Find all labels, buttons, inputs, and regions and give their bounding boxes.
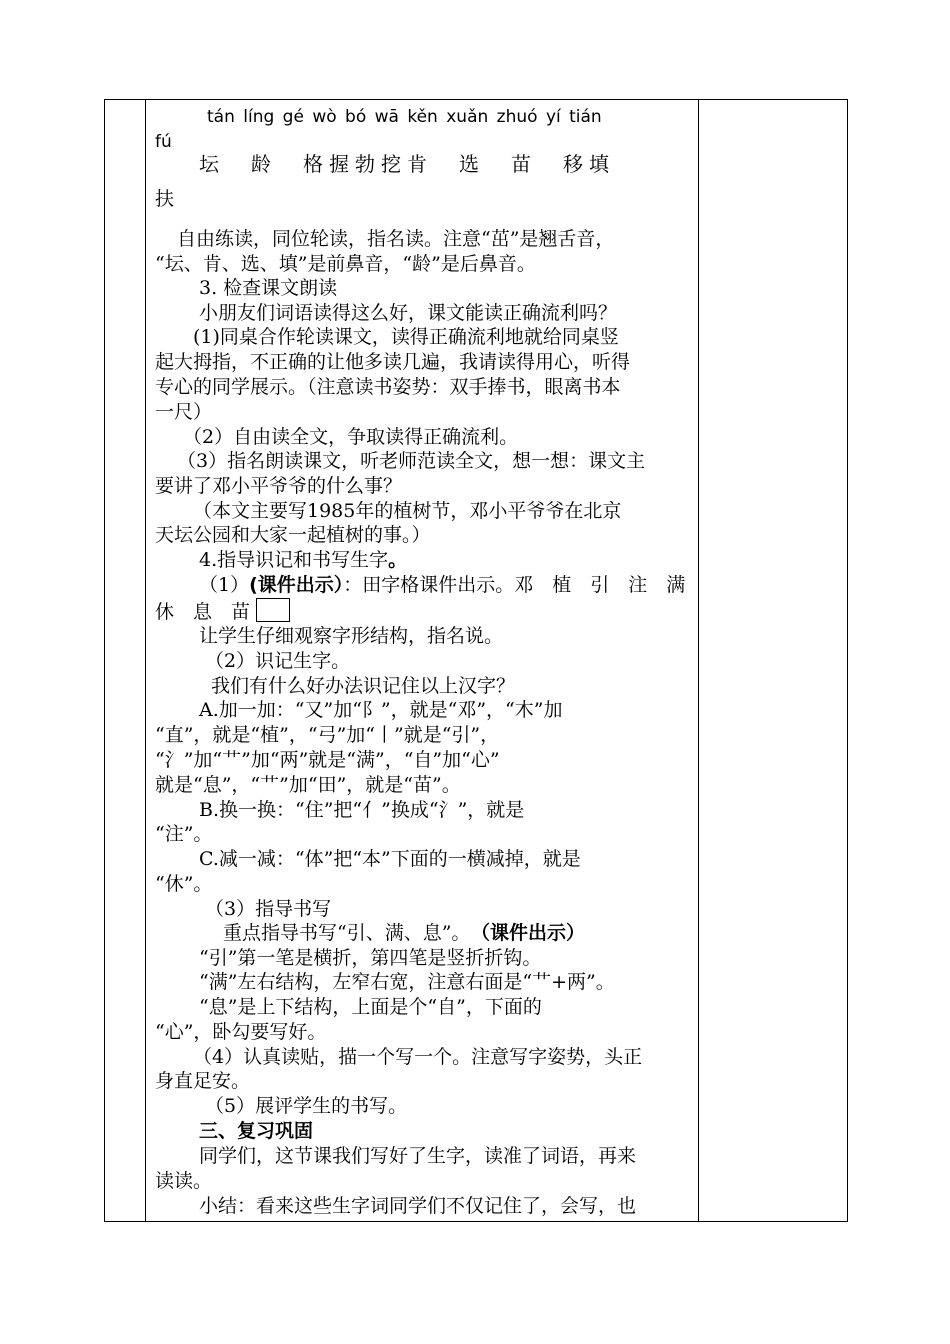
section-4-step1-number: （1） — [199, 574, 250, 596]
courseware-label-2: （课件出示） — [480, 922, 585, 944]
writing-focus-text: 重点指导书写“引、满、息”。 — [223, 922, 471, 944]
section-4-heading-text: 4.指导识记和书写生字 — [199, 549, 389, 571]
section-4-step4-line2: 身直足安。 — [155, 1070, 251, 1092]
courseware-label: (课件出示） — [249, 574, 344, 596]
lesson-table — [104, 99, 848, 1222]
writing-yin: “引”第一笔是横折，第四笔是竖折折钩。 — [199, 947, 542, 969]
method-swap-line1: B.换一换：“住”把“亻”换成“氵”，就是 — [199, 799, 525, 821]
section-review-heading: 三、复习巩固 — [199, 1120, 314, 1142]
section-4-question: 我们有什么好办法识记住以上汉字？ — [211, 675, 516, 697]
method-subtract-line2: “休”。 — [155, 873, 213, 895]
reading-note-1: 自由练读，同位轮读，指名读。注意“茁”是翘舌音， — [177, 228, 615, 250]
section-3-intro: 小朋友们词语读得这么好，课文能读正确流利吗？ — [199, 302, 618, 324]
section-4-step3: （3）指导书写 — [205, 898, 332, 920]
section-3-step1-line2: 起大拇指，不正确的让他多读几遍，我请读得用心，听得 — [155, 351, 631, 373]
section-3-answer-line2: 天坛公园和大家一起植树的事。） — [155, 524, 431, 546]
reading-note-2: “坛、肯、选、填”是前鼻音，“龄”是后鼻音。 — [155, 253, 536, 275]
summary-line: 小结：看来这些生字词同学们不仅记住了，会写，也 — [199, 1195, 637, 1217]
review-line1: 同学们，这节课我们写好了生字，读准了词语，再来 — [199, 1145, 637, 1167]
characters-row-continued: 扶 — [155, 188, 175, 210]
section-3-step3-line2: 要讲了邓小平爷爷的什么事？ — [155, 475, 403, 497]
writing-xi-line1: “息”是上下结构，上面是个“自”，下面的 — [199, 996, 542, 1018]
pinyin-row-continued: fú — [155, 132, 172, 152]
writing-focus — [223, 920, 585, 946]
method-swap-line2: “注”。 — [155, 823, 213, 845]
section-4-step2: （2）识记生字。 — [205, 650, 351, 672]
method-subtract-line1: C.减一减：“体”把“本”下面的一横减掉，就是 — [199, 848, 581, 870]
tianzige-box — [256, 598, 290, 622]
writing-xi-line2: “心”，卧勾要写好。 — [155, 1021, 327, 1043]
section-4-step1-chars — [155, 598, 290, 625]
section-4-step1-chars-text: 休 息 苗 — [155, 601, 251, 623]
method-add-line1: A.加一加：“又”加“阝”，就是“邓”，“木”加 — [199, 699, 563, 721]
writing-man: “满”左右结构，左窄右宽，注意右面是“艹+两”。 — [199, 971, 615, 993]
method-add-line3: “氵”加“艹”加“两”就是“满”，“自”加“心” — [155, 749, 500, 771]
section-4-step1-text: ：田字格课件出示。邓 植 引 注 满 — [343, 574, 686, 596]
column-divider-left — [145, 100, 146, 1221]
section-4-step5: （5）展评学生的书写。 — [205, 1095, 408, 1117]
section-3-step1-line1: (1)同桌合作轮读课文，读得正确流利地就给同桌竖 — [193, 326, 619, 348]
section-4-step4-line1: （4）认真读贴，描一个写一个。注意写字姿势，头正 — [193, 1046, 643, 1068]
column-divider-right — [698, 100, 699, 1221]
section-3-step1-line3: 专心的同学展示。（注意读书姿势：双手捧书，眼离书本 — [155, 376, 621, 398]
section-4-heading-period: 。 — [388, 549, 408, 571]
section-4-step1 — [199, 572, 685, 598]
review-line2: 读读。 — [155, 1170, 213, 1192]
pinyin-row: tán líng gé wò bó wā kěn xuǎn zhuó yí tián — [207, 107, 602, 127]
method-add-line2: “直”，就是“植”，“弓”加“丨”就是“引”， — [155, 724, 500, 746]
section-4-observe: 让学生仔细观察字形结构，指名说。 — [199, 625, 504, 647]
section-3-answer-line1: （本文主要写1985年的植树节，邓小平爷爷在北京 — [193, 500, 622, 522]
method-add-line4: 就是“息”，“艹”加“田”，就是“苗”。 — [155, 774, 461, 796]
section-3-step3-line1: （3）指名朗读课文，听老师范读全文，想一想：课文主 — [177, 450, 646, 472]
section-4-heading — [199, 547, 407, 573]
section-3-step2: （2）自由读全文，争取读得正确流利。 — [183, 426, 519, 448]
section-3-heading: 3. 检查课文朗读 — [199, 277, 338, 299]
characters-row: 坛 龄 格握勃挖肯 选 苗 移填 — [199, 152, 615, 176]
section-3-step1-line4: 一尺） — [155, 401, 213, 423]
